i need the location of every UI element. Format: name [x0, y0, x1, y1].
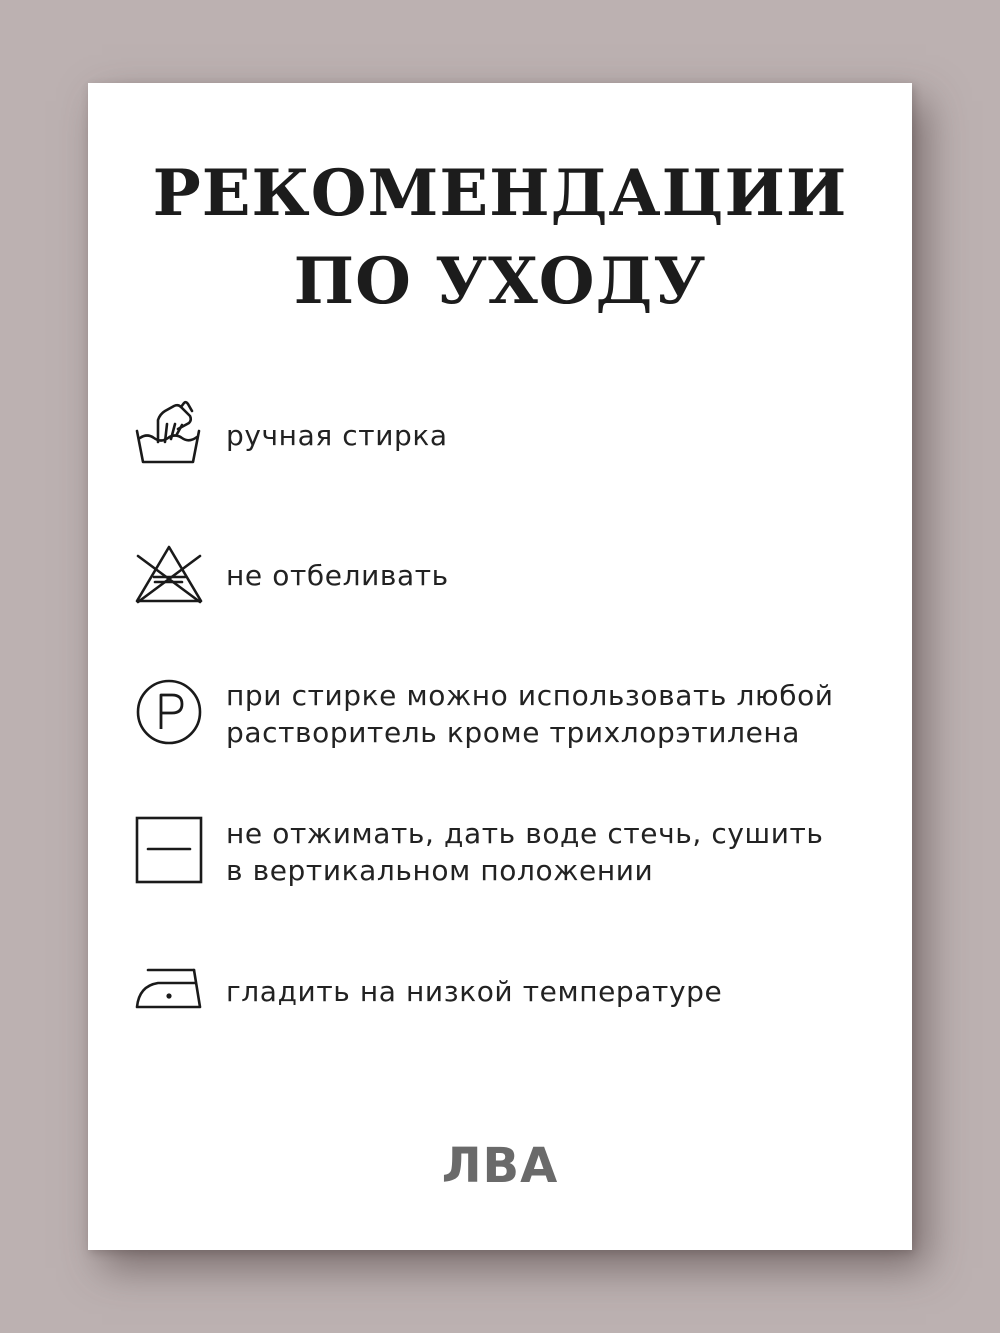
- brand-logo: ЛВА: [441, 1138, 559, 1194]
- care-item-line: растворитель кроме трихлорэтилена: [226, 716, 801, 749]
- hand-wash-icon: [134, 398, 204, 468]
- iron-low-icon: [134, 962, 204, 1012]
- care-item-line: гладить на низкой температуре: [226, 975, 723, 1008]
- care-item-line: в вертикальном положении: [226, 854, 654, 887]
- care-item-text: [226, 677, 834, 751]
- care-item-text: [226, 557, 449, 594]
- care-item-text: [226, 417, 448, 454]
- title-line-1: РЕКОМЕНДАЦИИ: [152, 156, 848, 231]
- care-item-line: не отбеливать: [226, 559, 449, 592]
- care-item-line: не отжимать, дать воде стечь, сушить: [226, 817, 824, 850]
- title-line-2: ПО УХОДУ: [293, 244, 707, 319]
- page-title: [0, 150, 1000, 326]
- care-item-text: [226, 815, 824, 889]
- care-item-text: [226, 973, 722, 1010]
- care-item-line: при стирке можно использовать любой: [226, 679, 834, 712]
- care-item-line: ручная стирка: [226, 419, 448, 452]
- drip-dry-flat-icon: [134, 815, 204, 885]
- no-bleach-icon: [134, 540, 204, 610]
- dry-clean-p-icon: [134, 677, 204, 747]
